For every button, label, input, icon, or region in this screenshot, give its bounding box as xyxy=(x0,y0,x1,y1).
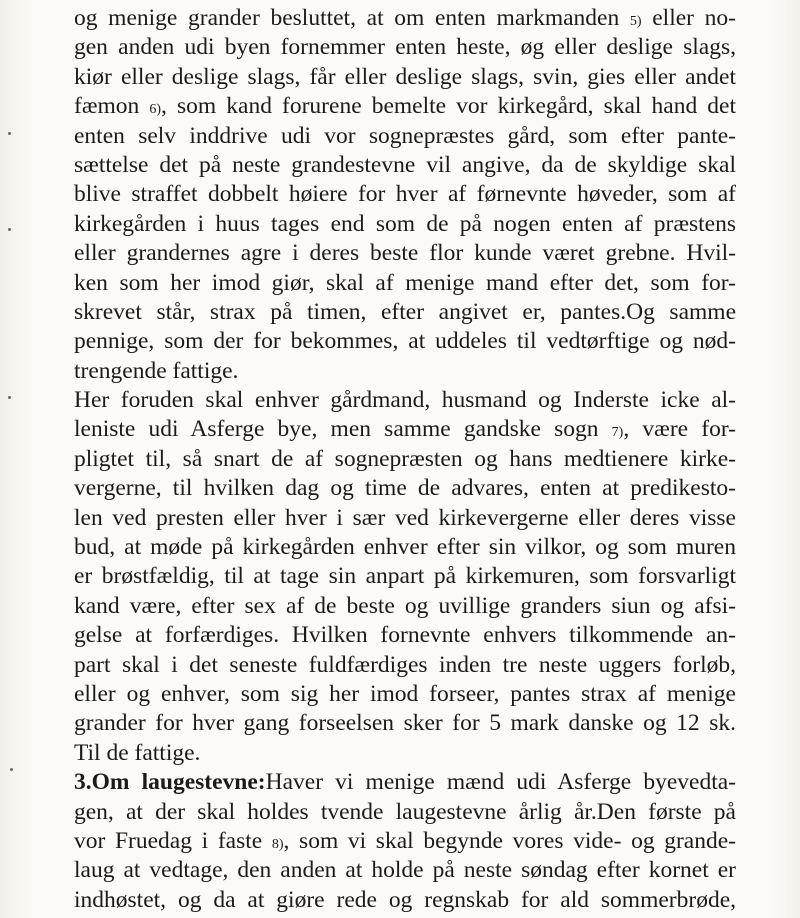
text-run: kiør eller deslige slags, får eller deslige slags, svin, gies eller andet xyxy=(74,63,736,90)
text-line xyxy=(74,474,736,503)
text-run: Her foruden skal enhver gårdmand, husmand og Inderste icke al- xyxy=(74,387,736,414)
text-run: er brøstfældig, til at tage sin anpart på kirkemuren, som forsvarligt xyxy=(74,563,736,590)
text-run: eller grandernes agre i deres beste flor kunde været grebne. Hvil- xyxy=(74,240,736,267)
text-line xyxy=(74,768,736,797)
text-line xyxy=(74,386,736,415)
text-run: fæmon xyxy=(74,93,150,120)
text-line xyxy=(74,151,736,180)
text-line xyxy=(74,327,736,356)
body-text xyxy=(74,4,736,915)
text-run: ken som her imod giør, skal af menige mand efter det, som for- xyxy=(74,269,736,296)
margin-speck xyxy=(10,768,13,771)
text-line xyxy=(74,445,736,474)
text-run: , som kand forurene bemelte vor kirkegård, skal hand det xyxy=(161,93,737,120)
text-line xyxy=(74,33,736,62)
text-run: , være for- xyxy=(623,416,737,443)
text-line xyxy=(74,4,736,33)
text-run: , som vi skal begynde vores vide- og grande- xyxy=(283,827,736,854)
margin-speck xyxy=(8,396,11,399)
footnote-marker: 5) xyxy=(629,14,642,29)
text-line xyxy=(74,709,736,738)
text-run: Haver vi menige mænd udi Asferge byevedta- xyxy=(265,769,736,796)
text-run: part skal i det seneste fuldfærdiges inden tre neste uggers forløb, xyxy=(74,651,736,678)
text-line xyxy=(74,856,736,885)
text-line xyxy=(74,621,736,650)
footnote-marker: 8) xyxy=(271,836,284,852)
text-run: kirkegården i huus tages end som de på nogen enten af præstens xyxy=(74,210,736,237)
text-line xyxy=(74,357,736,386)
text-run: gelse at forfærdiges. Hvilken fornevnte enhvers tilkommende an- xyxy=(74,622,736,649)
text-run: trengende fattige. xyxy=(74,357,239,384)
text-run: leniste udi Asferge bye, men samme gandske sogn xyxy=(74,416,612,443)
text-line xyxy=(74,504,736,533)
text-line xyxy=(74,651,736,680)
text-line xyxy=(74,298,736,327)
margin-speck xyxy=(8,228,11,231)
text-line xyxy=(74,180,736,209)
text-run: kand være, efter sex af de beste og uvillige granders siun og afsi- xyxy=(74,592,736,619)
text-run: eller no- xyxy=(641,5,737,31)
text-run: enten selv inddrive udi vor sognepræstes gård, som efter pante- xyxy=(74,122,736,149)
text-run: pligtet til, så snart de af sognepræsten og hans medtienere kirke- xyxy=(74,445,736,472)
text-line xyxy=(74,269,736,298)
text-run: sættelse det på neste grandestevne vil angive, da de skyldige skal xyxy=(74,151,736,178)
text-run: skrevet står, strax på timen, efter angivet er, pantes.Og samme xyxy=(74,298,736,325)
text-run: len ved presten eller hver i sær ved kirkevergerne eller deres visse xyxy=(74,504,736,531)
text-run: pennige, som der for bekommes, at uddeles til vedtørftige og nød- xyxy=(74,328,736,355)
text-run: eller og enhver, som sig her imod forseer, pantes strax af menige xyxy=(74,680,736,707)
text-line xyxy=(74,739,736,768)
text-line xyxy=(74,886,736,915)
text-run: laug at vedtage, den anden at holde på neste søndag efter kornet er xyxy=(74,857,736,884)
text-line xyxy=(74,63,736,92)
text-line xyxy=(74,680,736,709)
text-run: bud, at møde på kirkegården enhver efter sin vilkor, og som muren xyxy=(74,534,736,561)
text-line xyxy=(74,415,736,444)
text-run: indhøstet, og da at giøre rede og regnskab for ald sommerbrøde, xyxy=(74,886,736,913)
text-line xyxy=(74,533,736,562)
text-line xyxy=(74,798,736,827)
text-run: gen anden udi byen fornemmer enten heste, øg eller deslige slags, xyxy=(74,34,736,61)
text-line xyxy=(74,827,736,856)
text-run: vor Fruedag i faste xyxy=(74,827,272,854)
footnote-marker: 7) xyxy=(611,425,624,441)
text-run: og menige grander besluttet, at om enten markmanden xyxy=(74,5,630,31)
margin-speck xyxy=(8,132,11,135)
text-line xyxy=(74,122,736,151)
text-line xyxy=(74,592,736,621)
text-line xyxy=(74,239,736,268)
text-line xyxy=(74,92,736,121)
footnote-marker: 6) xyxy=(149,102,162,118)
text-line xyxy=(74,210,736,239)
text-run: Til de fattige. xyxy=(74,739,201,766)
text-run: grander for hver gang forseelsen sker for 5 mark danske og 12 sk. xyxy=(74,710,736,737)
section-heading: 3.Om laugestevne: xyxy=(74,769,266,796)
text-run: gen, at der skal holdes tvende laugestevne årlig år.Den første på xyxy=(74,798,736,825)
text-line xyxy=(74,562,736,591)
text-run: vergerne, til hvilken dag og time de advares, enten at predikesto- xyxy=(74,475,736,502)
text-run: blive straffet dobbelt høiere for hver af førnevnte høveder, som af xyxy=(74,181,736,208)
